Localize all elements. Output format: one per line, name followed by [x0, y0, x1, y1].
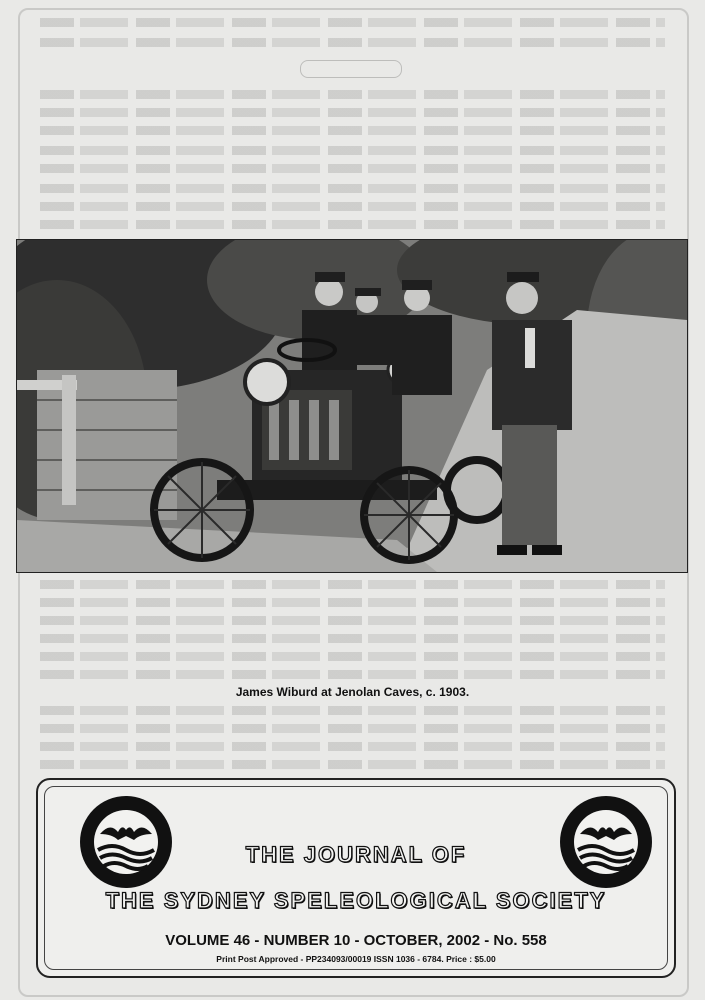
ghost-line	[40, 90, 665, 99]
ghost-line	[40, 616, 665, 625]
ghost-line	[40, 598, 665, 607]
ghost-line	[40, 220, 665, 229]
photo-illustration	[17, 240, 687, 572]
journal-title-line2: THE SYDNEY SPELEOLOGICAL SOCIETY	[105, 888, 607, 913]
ghost-line	[40, 724, 665, 733]
ghost-line	[40, 146, 665, 155]
ghost-line	[40, 652, 665, 661]
print-post-info: Print Post Approved - PP234093/00019 ISSN 1036 - 6784. Price : $5.00	[216, 954, 496, 964]
ghost-line	[40, 706, 665, 715]
journal-title-line1: THE JOURNAL OF	[245, 842, 467, 867]
ghost-line	[40, 38, 665, 47]
historic-photograph	[16, 239, 688, 573]
ghost-contents-tag	[300, 60, 402, 78]
ghost-line	[40, 108, 665, 117]
ghost-line	[40, 202, 665, 211]
ghost-line	[40, 634, 665, 643]
ghost-line	[40, 742, 665, 751]
ghost-line	[40, 670, 665, 679]
ghost-line	[40, 164, 665, 173]
photo-caption: James Wiburd at Jenolan Caves, c. 1903.	[235, 685, 470, 699]
ghost-line	[40, 18, 665, 27]
ghost-line	[40, 184, 665, 193]
ghost-line	[40, 126, 665, 135]
journal-masthead	[36, 778, 676, 978]
ghost-line	[40, 580, 665, 589]
ghost-line	[40, 760, 665, 769]
issue-details: VOLUME 46 - NUMBER 10 - OCTOBER, 2002 - No. 558	[165, 932, 547, 949]
